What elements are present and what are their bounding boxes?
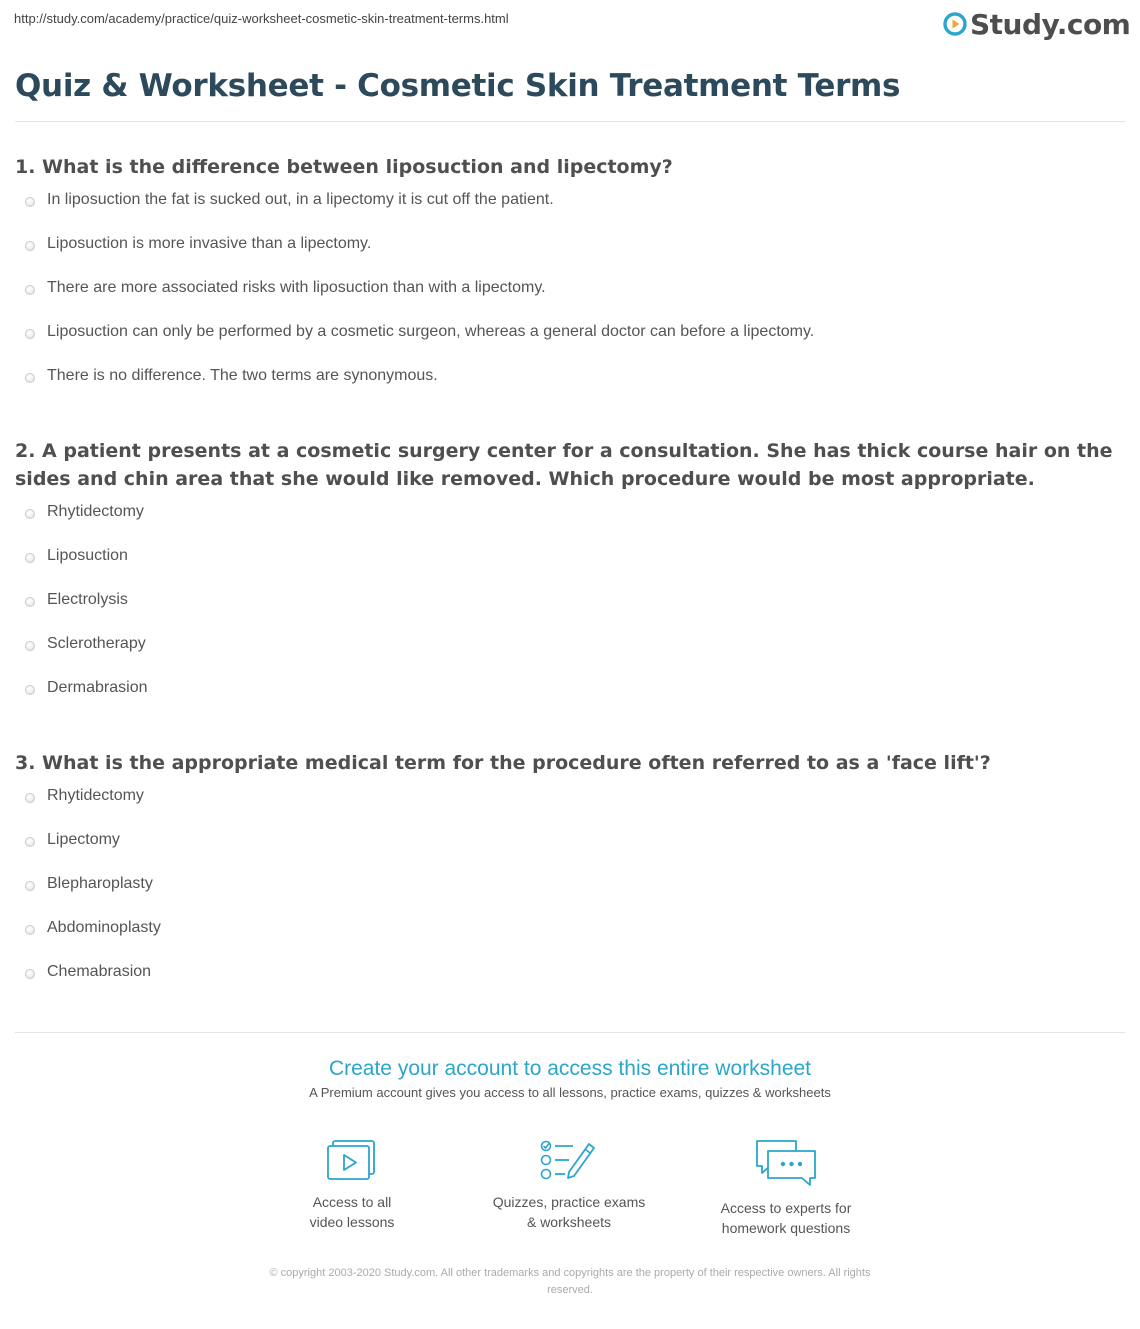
answer-option[interactable] xyxy=(15,873,1120,917)
study-logo[interactable] xyxy=(943,6,1130,42)
feature-video-lessons xyxy=(252,1138,452,1232)
radio-button[interactable] xyxy=(25,509,35,519)
answer-option[interactable] xyxy=(15,189,1120,233)
promo-subtitle: A Premium account gives you access to all lessons, practice exams, quizzes & worksheets xyxy=(309,1085,831,1100)
radio-button[interactable] xyxy=(25,197,35,207)
video-lessons-icon xyxy=(326,1138,378,1182)
feature-label: Access to experts for homework questions xyxy=(720,1200,852,1236)
feature-label: Access to all video lessons xyxy=(309,1194,395,1230)
option-label: Rhytidectomy xyxy=(47,503,144,520)
question-2 xyxy=(15,437,1120,721)
radio-button[interactable] xyxy=(25,925,35,935)
option-label: There is no difference. The two terms are synonymous. xyxy=(47,367,438,384)
logo-text: Study.com xyxy=(970,7,1131,41)
page-title: Quiz & Worksheet - Cosmetic Skin Treatment Terms xyxy=(15,68,901,104)
chat-bubbles-icon xyxy=(754,1138,818,1188)
option-label: There are more associated risks with liposuction than with a lipectomy. xyxy=(47,279,546,296)
answer-option[interactable] xyxy=(15,917,1120,961)
question-1 xyxy=(15,153,1120,409)
option-label: Liposuction xyxy=(47,547,128,564)
top-bar xyxy=(0,0,1140,50)
question-3 xyxy=(15,749,1120,1005)
option-label: Sclerotherapy xyxy=(47,635,146,652)
option-label: Liposuction is more invasive than a lipectomy. xyxy=(47,235,372,252)
question-text: 3. What is the appropriate medical term for the procedure often referred to as a 'face lift'? xyxy=(15,752,991,774)
create-account-link[interactable]: Create your account to access this entire worksheet xyxy=(328,1057,812,1080)
answer-option[interactable] xyxy=(15,545,1120,589)
page-url: http://study.com/academy/practice/quiz-worksheet-cosmetic-skin-treatment-terms.html xyxy=(14,11,509,26)
divider xyxy=(15,121,1125,122)
feature-label: Quizzes, practice exams & worksheets xyxy=(492,1194,646,1230)
radio-button[interactable] xyxy=(25,329,35,339)
radio-button[interactable] xyxy=(25,881,35,891)
radio-button[interactable] xyxy=(25,285,35,295)
answer-option[interactable] xyxy=(15,501,1120,545)
answer-option[interactable] xyxy=(15,829,1120,873)
answer-option[interactable] xyxy=(15,365,1120,409)
answer-options xyxy=(15,189,1120,409)
option-label: Liposuction can only be performed by a cosmetic surgeon, whereas a general doctor can before a lipectomy. xyxy=(47,323,815,340)
question-text: 1. What is the difference between liposuction and lipectomy? xyxy=(15,156,673,178)
feature-experts xyxy=(686,1138,886,1238)
answer-option[interactable] xyxy=(15,677,1120,721)
radio-button[interactable] xyxy=(25,553,35,563)
answer-option[interactable] xyxy=(15,785,1120,829)
answer-option[interactable] xyxy=(15,233,1120,277)
question-text: 2. A patient presents at a cosmetic surgery center for a consultation. She has thick course hair on the sides and chin area that she would like removed. Which procedure would be most appropriate. xyxy=(15,440,1113,490)
radio-button[interactable] xyxy=(25,685,35,695)
answer-options xyxy=(15,785,1120,1005)
option-label: Dermabrasion xyxy=(47,679,148,696)
radio-button[interactable] xyxy=(25,837,35,847)
radio-button[interactable] xyxy=(25,241,35,251)
option-label: In liposuction the fat is sucked out, in a lipectomy it is cut off the patient. xyxy=(47,191,554,208)
answer-option[interactable] xyxy=(15,277,1120,321)
answer-options xyxy=(15,501,1120,721)
copyright-footer: © copyright 2003-2020 Study.com. All other trademarks and copyrights are the property of their respective owners. All rights reserved. xyxy=(269,1267,871,1296)
answer-option[interactable] xyxy=(15,633,1120,677)
answer-option[interactable] xyxy=(15,321,1120,365)
option-label: Lipectomy xyxy=(47,831,120,848)
option-label: Electrolysis xyxy=(47,591,128,608)
option-label: Rhytidectomy xyxy=(47,787,144,804)
quiz-checklist-icon xyxy=(539,1138,599,1182)
option-label: Chemabrasion xyxy=(47,963,152,980)
play-circle-icon xyxy=(943,12,967,36)
option-label: Blepharoplasty xyxy=(47,875,153,892)
radio-button[interactable] xyxy=(25,969,35,979)
premium-promo xyxy=(0,1055,1140,1100)
radio-button[interactable] xyxy=(25,373,35,383)
feature-quizzes xyxy=(469,1138,669,1232)
radio-button[interactable] xyxy=(25,641,35,651)
divider xyxy=(15,1032,1125,1033)
answer-option[interactable] xyxy=(15,589,1120,633)
radio-button[interactable] xyxy=(25,793,35,803)
option-label: Abdominoplasty xyxy=(47,919,161,936)
answer-option[interactable] xyxy=(15,961,1120,1005)
radio-button[interactable] xyxy=(25,597,35,607)
